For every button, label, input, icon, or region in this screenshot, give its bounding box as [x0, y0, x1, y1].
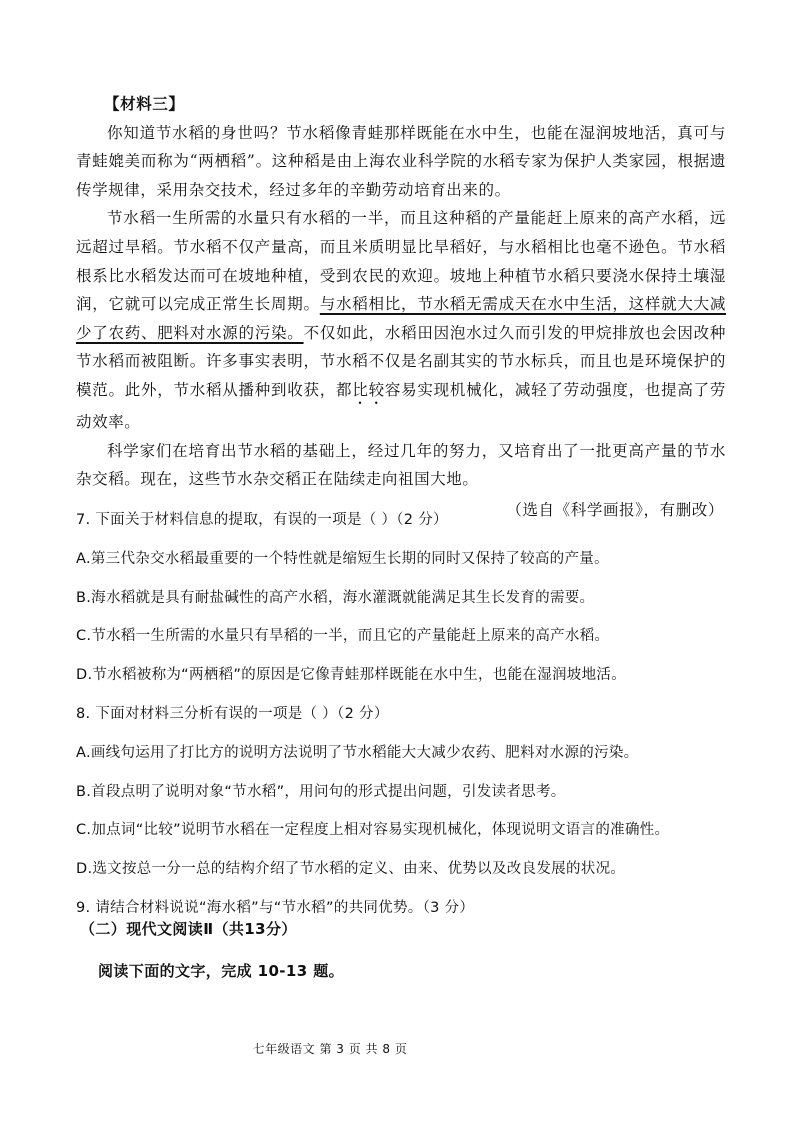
question-8-option-a: A.画线句运用了打比方的说明方法说明了节水稻能大大减少农药、肥料对水源的污染。: [76, 744, 639, 761]
dotted-word: 比较: [352, 380, 385, 399]
paragraph-2-part-3: 容易实现机械化，减轻了劳动强度，也提高了劳动效率。: [76, 380, 726, 431]
material-paragraph-3: 科学家们在培育出节水稻的基础上，经过几年的努力，又培育出了一批更高产量的节水杂交稻。现在，这些节水杂交稻正在陆续走向祖国大地。: [76, 441, 726, 489]
question-8-stem: 8. 下面对材料三分析有误的一项是（ ）（2 分）: [76, 705, 389, 722]
question-8-option-d: D.选文按总一分一总的结构介绍了节水稻的定义、由来、优势以及改良发展的状况。: [76, 861, 626, 878]
material-source: （选自《科学画报》，有删改）: [506, 500, 724, 519]
underlined-sentence: 与水稻相比，节水稻无需成天在水中生活，这样就大大减少了农药、肥料对水源的污染。: [76, 295, 726, 342]
material-three: [76, 90, 726, 524]
material-heading: 【材料三】: [104, 94, 185, 113]
material-paragraph-2: [76, 204, 726, 436]
section-instruction: 阅读下面的文字，完成 10-13 题。: [98, 962, 345, 980]
question-9-stem: 9. 请结合材料说说“海水稻”与“节水稻”的共同优势。（3 分）: [76, 899, 475, 916]
page-footer: 七年级语文 第 3 页 共 8 页: [252, 1042, 408, 1056]
question-8-option-b: B.首段点明了说明对象“节水稻”，用问句的形式提出问题，引发读者思考。: [76, 783, 566, 800]
question-7-option-a: A.第三代杂交水稻最重要的一个特性就是缩短生长期的同时又保持了较高的产量。: [76, 550, 609, 567]
paragraph-2-part-2: 不仅如此，水稻田因泡水过久而引发的甲烷排放也会因改种节水稻而被阻断。许多事实表明，节水稻不仅是名副其实的节水标兵，而且也是环境保护的模范。此外，节水稻从播种到收获，都: [76, 323, 727, 399]
question-8-option-c: C.加点词“比较”说明节水稻在一定程度上相对容易实现机械化，体现说明文语言的准确性。: [76, 822, 670, 839]
question-7-option-b: B.海水稻就是具有耐盐碱性的高产水稻，海水灌溉就能满足其生长发育的需要。: [76, 589, 595, 606]
section-title: （二）现代文阅读Ⅱ（共13分）: [80, 920, 297, 938]
paragraph-2-part-1: 节水稻一生所需的水量只有水稻的一半，而且这种稻的产量能赶上原来的高产水稻，远远超过旱稻。节水稻不仅产量高，而且米质明显比旱稻好，与水稻相比也毫不逊色。节水稻根系比水稻发达而可在坡地种植，受到农民的欢迎。坡地上种植节水稻只要浇水保持土壤湿润，它就可以完成正常生长周期。: [76, 209, 726, 314]
question-7-stem: 7. 下面关于材料信息的提取，有误的一项是（ ）（2 分）: [76, 512, 448, 528]
question-list: [76, 506, 736, 933]
material-paragraph-1: 你知道节水稻的身世吗？节水稻像青蛙那样既能在水中生，也能在湿润坡地活，真可与青蛙媲美而称为“两栖稻”。这种稻是由上海农业科学院的水稻专家为保护人类家园，根据遗传学规律，采用杂交技术，经过多年的辛勤劳动培育出来的。: [76, 123, 726, 199]
question-7-option-d: D.节水稻被称为“两栖稻”的原因是它像青蛙那样既能在水中生，也能在湿润坡地活。: [76, 667, 626, 684]
question-7-option-c: C.节水稻一生所需的水量只有旱稻的一半，而且它的产量能赶上原来的高产水稻。: [76, 628, 610, 645]
